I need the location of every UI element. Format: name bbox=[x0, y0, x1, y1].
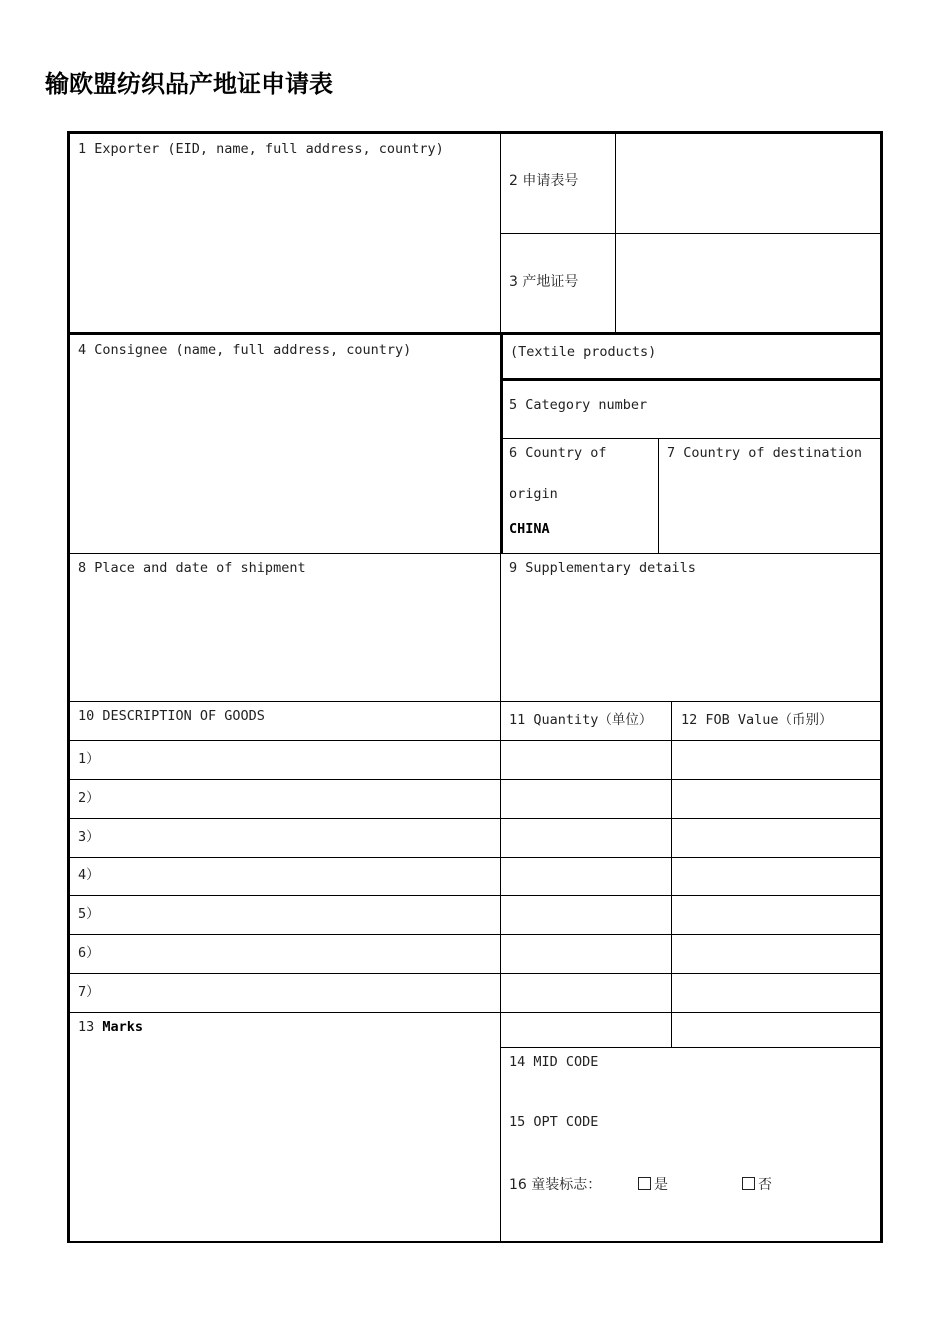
option-no-label: 否 bbox=[758, 1177, 772, 1193]
checkbox-yes[interactable] bbox=[638, 1177, 651, 1190]
place-date-shipment-label: 8 Place and date of shipment bbox=[78, 560, 306, 576]
divider-v-countries bbox=[658, 438, 659, 553]
divider-goods-5 bbox=[67, 895, 883, 896]
application-no-label: 2 申请表号 bbox=[509, 173, 579, 189]
divider-h-row3 bbox=[67, 553, 883, 554]
opt-code-label: 15 OPT CODE bbox=[509, 1114, 599, 1130]
divider-goods-4 bbox=[67, 857, 883, 858]
divider-goods-6 bbox=[67, 934, 883, 935]
divider-h-2-3 bbox=[500, 233, 881, 234]
supplementary-details-label: 9 Supplementary details bbox=[509, 560, 696, 576]
marks-label bbox=[78, 1019, 143, 1035]
divider-h-row4 bbox=[67, 701, 883, 702]
application-no-field[interactable] bbox=[618, 135, 878, 231]
divider-main-vertical bbox=[500, 131, 501, 1242]
category-number-label: 5 Category number bbox=[509, 397, 648, 413]
country-of-origin-label: 6 Country of bbox=[509, 445, 607, 461]
textile-box-bottom bbox=[500, 378, 881, 381]
fob-header: 12 FOB Value（币别） bbox=[681, 712, 833, 728]
exporter-label: 1 Exporter (EID, name, full address, country) bbox=[78, 141, 444, 157]
divider-h-row1 bbox=[67, 332, 883, 335]
country-of-origin-value: CHINA bbox=[509, 521, 550, 537]
option-yes[interactable] bbox=[638, 1174, 668, 1194]
goods-row-label: 4） bbox=[78, 867, 100, 883]
textile-products-label: (Textile products) bbox=[510, 344, 657, 360]
certificate-no-label: 3 产地证号 bbox=[509, 274, 579, 290]
mid-code-label: 14 MID CODE bbox=[509, 1054, 599, 1070]
table-border-left bbox=[67, 131, 70, 1243]
option-yes-label: 是 bbox=[654, 1177, 668, 1193]
page-title: 输欧盟纺织品产地证申请表 bbox=[45, 70, 333, 98]
goods-row-label: 5） bbox=[78, 906, 100, 922]
goods-row-label: 6） bbox=[78, 945, 100, 961]
childrens-wear-label: 16 童装标志： bbox=[509, 1177, 602, 1193]
country-of-destination-label: 7 Country of destination bbox=[667, 445, 863, 461]
consignee-label: 4 Consignee (name, full address, country) bbox=[78, 342, 412, 358]
divider-goods-2 bbox=[67, 779, 883, 780]
divider-goods-8 bbox=[67, 1012, 883, 1013]
certificate-no-field[interactable] bbox=[618, 236, 878, 330]
textile-box-left bbox=[500, 334, 503, 554]
divider-h-category bbox=[500, 438, 881, 439]
quantity-header: 11 Quantity（单位） bbox=[509, 712, 653, 728]
checkbox-no[interactable] bbox=[742, 1177, 755, 1190]
table-border-bottom bbox=[67, 1241, 883, 1243]
country-of-origin-label-2: origin bbox=[509, 486, 558, 502]
divider-v-quantity bbox=[671, 701, 672, 1048]
divider-goods-end bbox=[500, 1047, 881, 1048]
marks-number: 13 bbox=[78, 1019, 103, 1035]
divider-goods-7 bbox=[67, 973, 883, 974]
goods-row-label: 1） bbox=[78, 751, 100, 767]
table-border-right bbox=[880, 131, 883, 1243]
divider-goods-1 bbox=[67, 740, 883, 741]
goods-row-label: 2） bbox=[78, 790, 100, 806]
table-border-top bbox=[67, 131, 883, 134]
divider-goods-3 bbox=[67, 818, 883, 819]
option-no[interactable] bbox=[742, 1174, 772, 1194]
marks-text: Marks bbox=[102, 1019, 144, 1035]
goods-row-label: 3） bbox=[78, 829, 100, 845]
goods-row-label: 7） bbox=[78, 984, 100, 1000]
description-header: 10 DESCRIPTION OF GOODS bbox=[78, 708, 265, 724]
